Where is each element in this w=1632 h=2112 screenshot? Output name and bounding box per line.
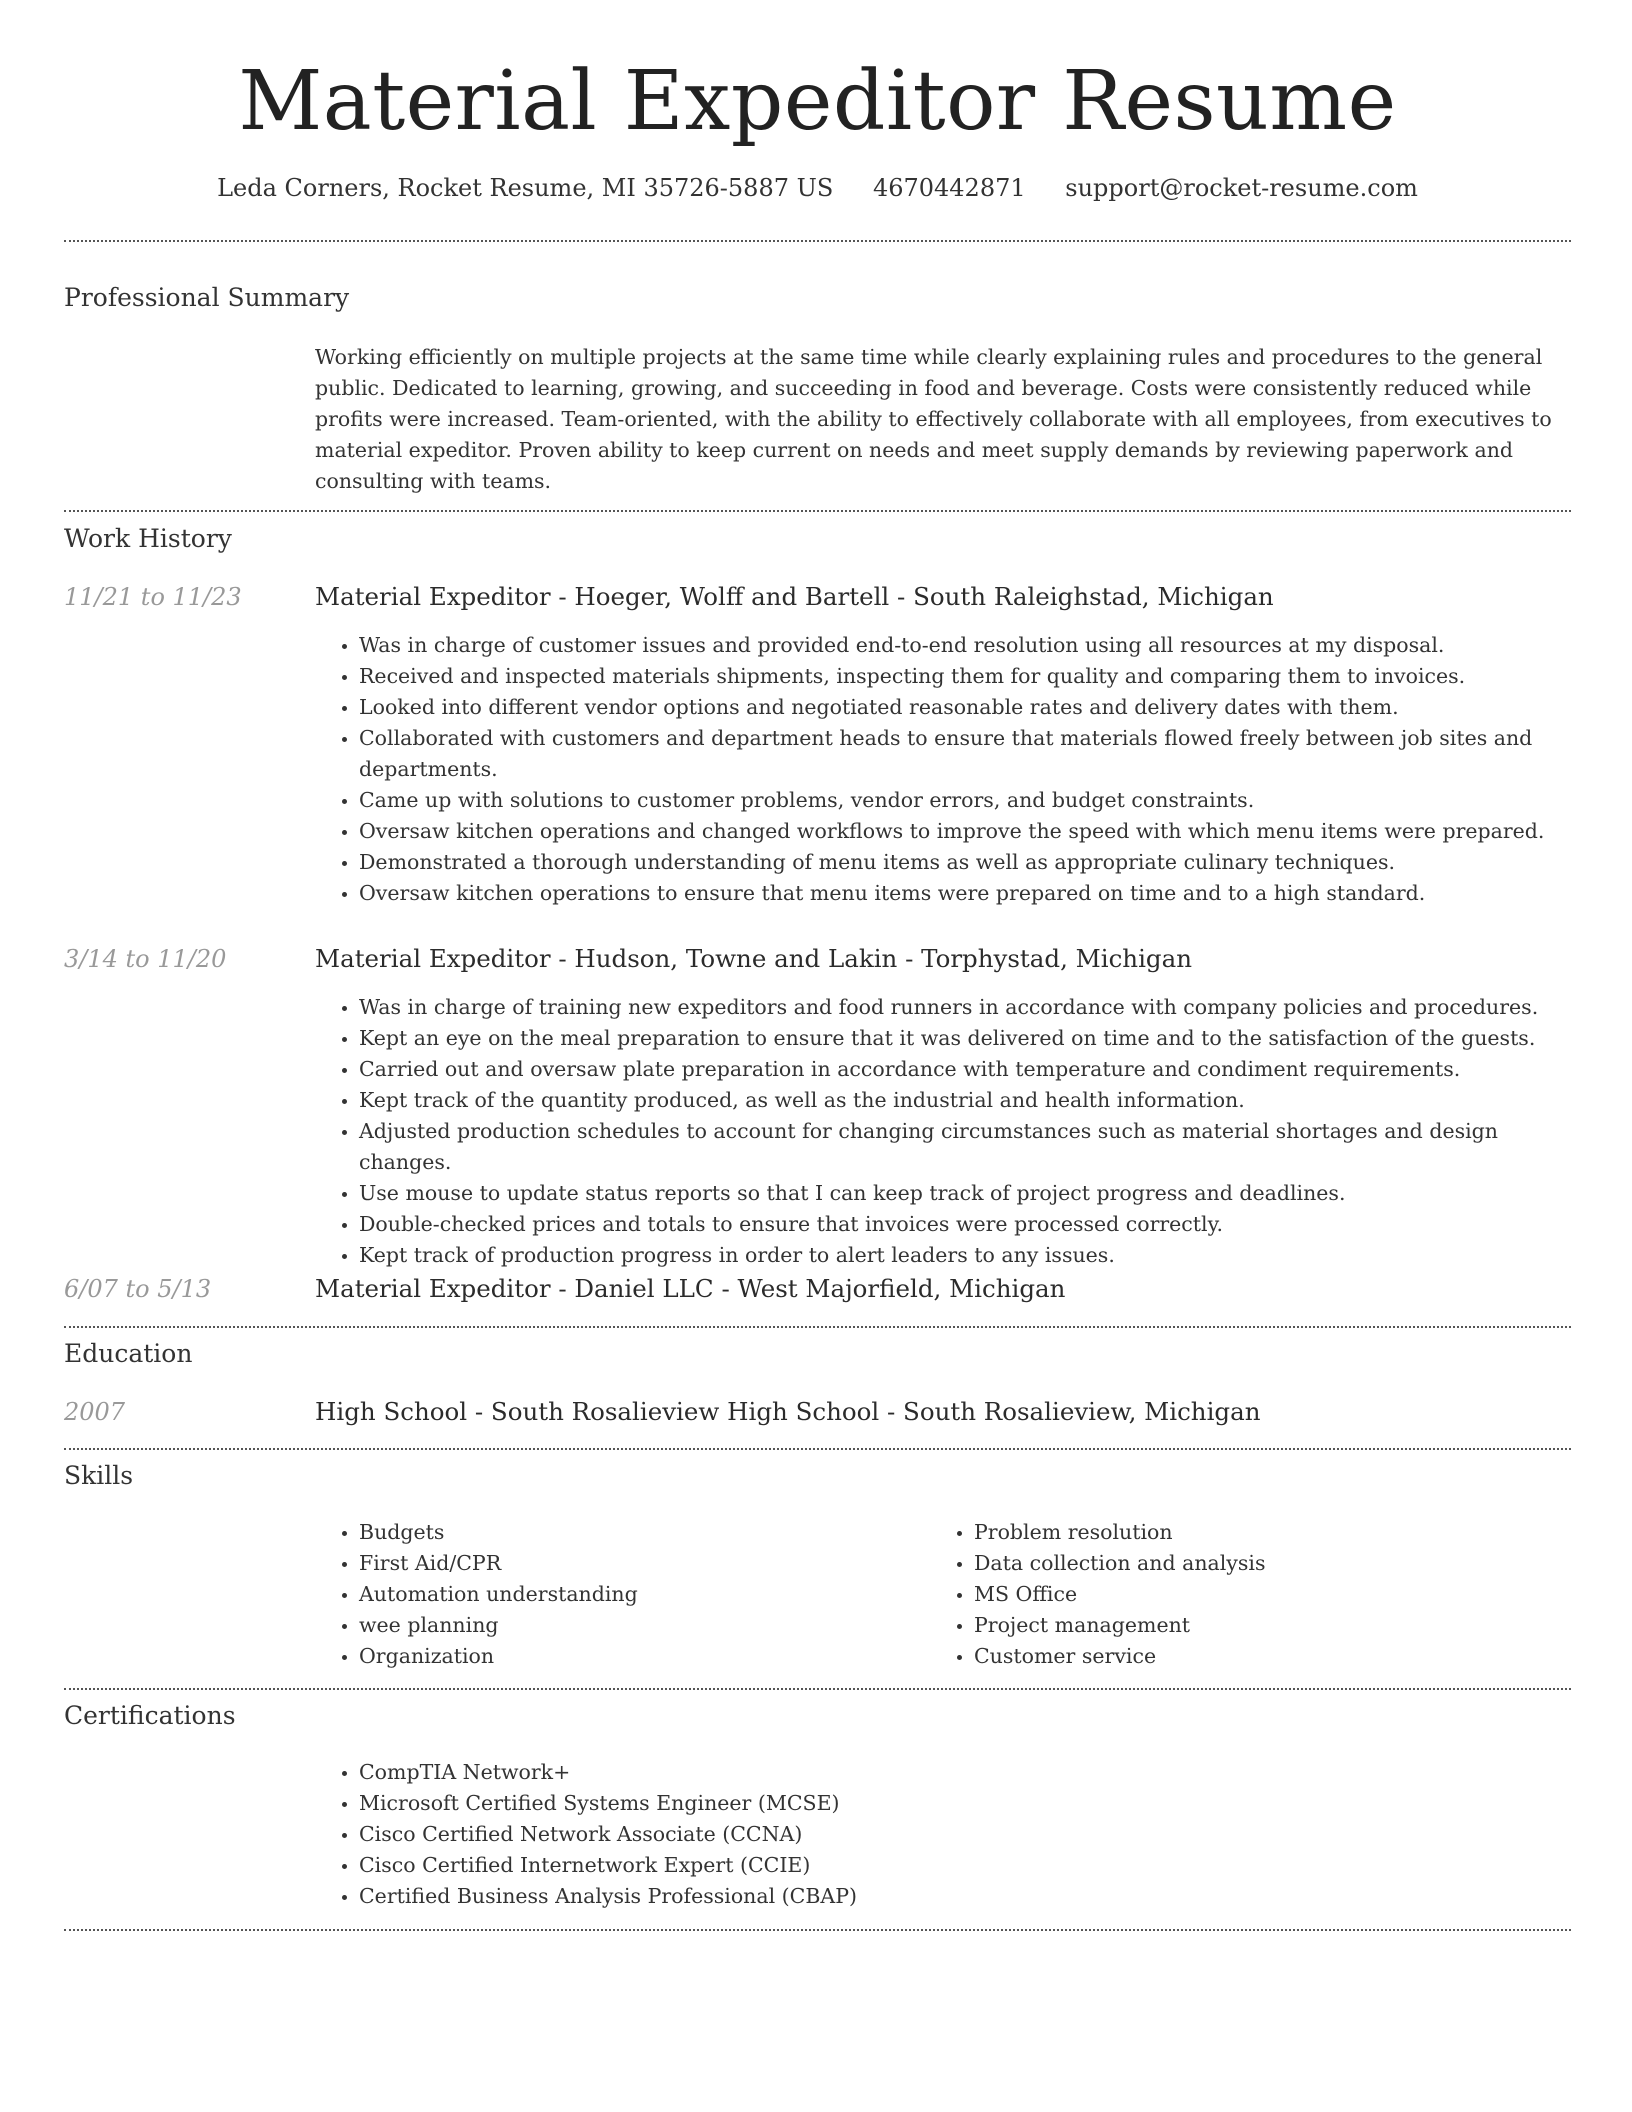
job-bullet-list xyxy=(315,992,1565,1271)
section-heading-skills: Skills xyxy=(64,1461,134,1490)
list-item: • Came up with solutions to customer problems, vendor errors, and budget constraints. xyxy=(359,785,1565,816)
list-item: • Was in charge of customer issues and provided end-to-end resolution using all resources at my disposal. xyxy=(359,630,1565,661)
job-dates: 3/14 to 11/20 xyxy=(64,945,227,973)
contact-address: Leda Corners, Rocket Resume, MI 35726-5887 US xyxy=(217,174,834,202)
resume-title: Material Expeditor Resume xyxy=(238,54,1397,149)
list-item: • Cisco Certified Internetwork Expert (CCIE) xyxy=(359,1850,1565,1881)
job-title: Material Expeditor - Hudson, Towne and Lakin - Torphystad, Michigan xyxy=(315,944,1192,973)
list-item: • Organization xyxy=(359,1641,915,1672)
list-item: • Looked into different vendor options and negotiated reasonable rates and delivery dates with them. xyxy=(359,692,1565,723)
list-item: • Microsoft Certified Systems Engineer (MCSE) xyxy=(359,1788,1565,1819)
divider xyxy=(64,240,1571,242)
list-item: • Kept track of the quantity produced, as well as the industrial and health information. xyxy=(359,1085,1565,1116)
job-dates: 11/21 to 11/23 xyxy=(64,583,242,611)
job-dates: 6/07 to 5/13 xyxy=(64,1275,212,1303)
list-item: • Cisco Certified Network Associate (CCNA) xyxy=(359,1819,1565,1850)
list-item: • Demonstrated a thorough understanding of menu items as well as appropriate culinary techniques. xyxy=(359,847,1565,878)
list-item: • Budgets xyxy=(359,1517,915,1548)
list-item: • Project management xyxy=(974,1610,1550,1641)
list-item: • Oversaw kitchen operations to ensure that menu items were prepared on time and to a high standard. xyxy=(359,878,1565,909)
job-bullet-list xyxy=(315,630,1565,909)
divider xyxy=(64,1688,1571,1690)
list-item: • Automation understanding xyxy=(359,1579,915,1610)
list-item: • Collaborated with customers and department heads to ensure that materials flowed freely between job sites and departments. xyxy=(359,723,1565,785)
skills-list-right xyxy=(930,1517,1550,1672)
education-dates: 2007 xyxy=(64,1398,126,1426)
job-title: Material Expeditor - Daniel LLC - West Majorfield, Michigan xyxy=(315,1274,1066,1303)
list-item: • Kept track of production progress in order to alert leaders to any issues. xyxy=(359,1240,1565,1271)
job-title: Material Expeditor - Hoeger, Wolff and Bartell - South Raleighstad, Michigan xyxy=(315,582,1274,611)
list-item: • Was in charge of training new expeditors and food runners in accordance with company policies and procedures. xyxy=(359,992,1565,1023)
divider xyxy=(64,1448,1571,1450)
list-item: • Customer service xyxy=(974,1641,1550,1672)
divider xyxy=(64,1326,1571,1328)
list-item: • MS Office xyxy=(974,1579,1550,1610)
list-item: • Certified Business Analysis Professional (CBAP) xyxy=(359,1881,1565,1912)
section-heading-education: Education xyxy=(64,1339,193,1368)
list-item: • wee planning xyxy=(359,1610,915,1641)
list-item: • Data collection and analysis xyxy=(974,1548,1550,1579)
list-item: • Oversaw kitchen operations and changed workflows to improve the speed with which menu items were prepared. xyxy=(359,816,1565,847)
list-item: • Received and inspected materials shipments, inspecting them for quality and comparing them to invoices. xyxy=(359,661,1565,692)
summary-text: Working efficiently on multiple projects at the same time while clearly explaining rules and procedures to the general public. Dedicated to learning, growing, and succeeding in food and beverage. Costs were consistently reduced while profits were increased. Team-oriented, with the ability to effectively collaborate with all employees, from executives to material expeditor. Proven ability to keep current on needs and meet supply demands by reviewing paperwork and consulting with teams. xyxy=(315,345,1552,493)
list-item: • Problem resolution xyxy=(974,1517,1550,1548)
divider xyxy=(64,1929,1571,1931)
contact-line xyxy=(64,171,1571,205)
list-item: • First Aid/CPR xyxy=(359,1548,915,1579)
list-item: • Adjusted production schedules to account for changing circumstances such as material shortages and design changes. xyxy=(359,1116,1565,1178)
contact-email: support@rocket-resume.com xyxy=(1065,174,1418,202)
section-heading-work-history: Work History xyxy=(64,524,232,553)
skills-list-left xyxy=(315,1517,915,1672)
list-item: • Use mouse to update status reports so that I can keep track of project progress and deadlines. xyxy=(359,1178,1565,1209)
divider xyxy=(64,510,1571,512)
certifications-list xyxy=(315,1757,1565,1912)
list-item: • Carried out and oversaw plate preparation in accordance with temperature and condiment requirements. xyxy=(359,1054,1565,1085)
list-item: • CompTIA Network+ xyxy=(359,1757,1565,1788)
section-heading-summary: Professional Summary xyxy=(64,283,350,312)
contact-phone: 4670442871 xyxy=(872,174,1026,202)
education-title: High School - South Rosalieview High School - South Rosalieview, Michigan xyxy=(315,1397,1261,1426)
list-item: • Kept an eye on the meal preparation to ensure that it was delivered on time and to the satisfaction of the guests. xyxy=(359,1023,1565,1054)
section-heading-certifications: Certifications xyxy=(64,1701,236,1730)
list-item: • Double-checked prices and totals to ensure that invoices were processed correctly. xyxy=(359,1209,1565,1240)
